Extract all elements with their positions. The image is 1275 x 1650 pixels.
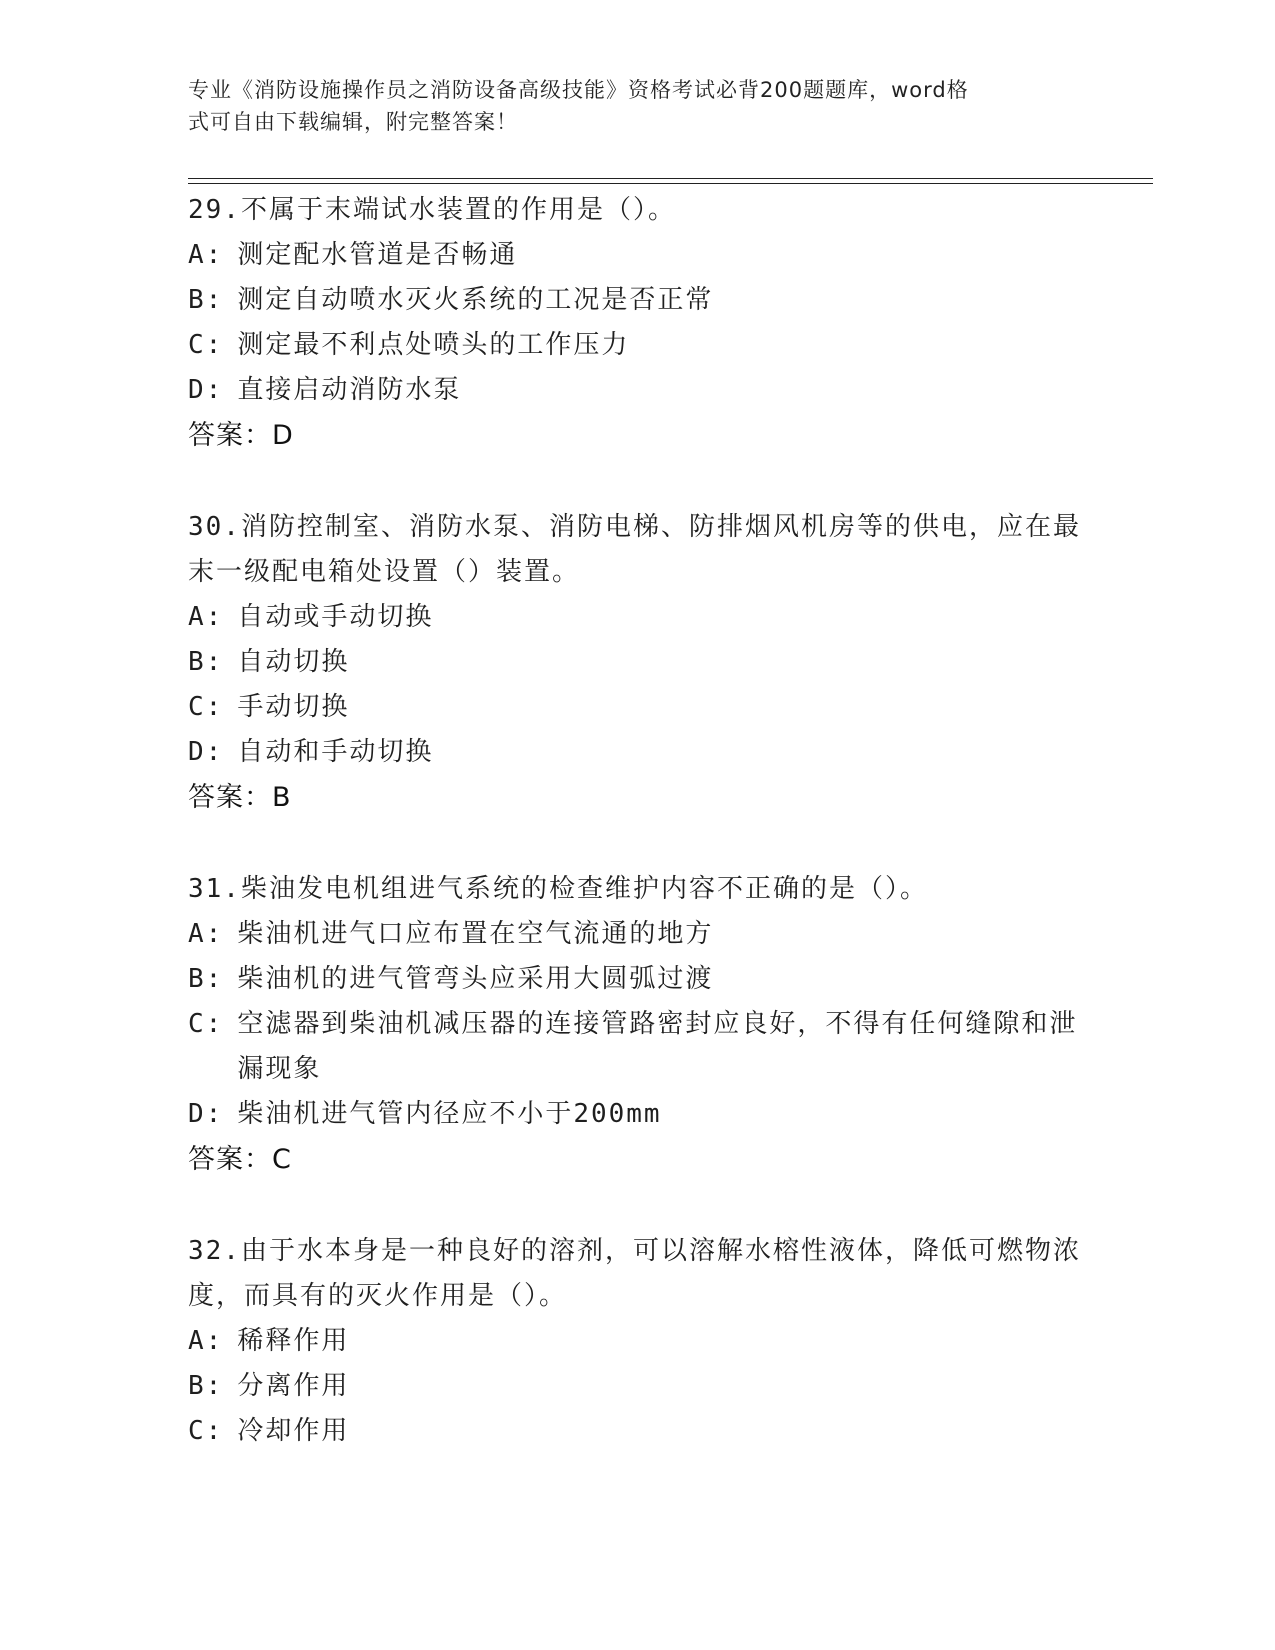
question-31 bbox=[188, 867, 1088, 1183]
option-text: 测定配水管道是否畅通 bbox=[237, 240, 518, 270]
option-a bbox=[188, 595, 1088, 640]
option-a bbox=[188, 233, 1088, 278]
option-text: 自动或手动切换 bbox=[237, 602, 434, 632]
option-text: 柴油机进气口应布置在空气流通的地方 bbox=[237, 919, 714, 949]
option-text: 冷却作用 bbox=[237, 1416, 350, 1446]
option-a bbox=[188, 912, 1088, 957]
option-d bbox=[188, 730, 1088, 775]
option-text: 直接启动消防水泵 bbox=[237, 375, 462, 405]
option-b bbox=[188, 957, 1088, 1002]
option-c bbox=[188, 1409, 1088, 1454]
option-key: A: bbox=[188, 919, 224, 949]
question-stem: 29.不属于末端试水装置的作用是（）。 bbox=[188, 195, 676, 225]
option-d bbox=[188, 368, 1088, 413]
option-b bbox=[188, 1364, 1088, 1409]
option-key: C: bbox=[188, 1009, 224, 1039]
option-text: 柴油机的进气管弯头应采用大圆弧过渡 bbox=[237, 964, 714, 994]
question-30 bbox=[188, 505, 1088, 821]
option-text: 自动切换 bbox=[237, 647, 350, 677]
option-key: A: bbox=[188, 602, 224, 632]
header-line-1: 专业《消防设施操作员之消防设备高级技能》资格考试必背200题题库，word格 bbox=[188, 78, 969, 102]
option-a bbox=[188, 1319, 1088, 1364]
document-header bbox=[188, 74, 1068, 138]
option-key: B: bbox=[188, 1371, 224, 1401]
option-text: 自动和手动切换 bbox=[237, 737, 434, 767]
option-key: A: bbox=[188, 240, 224, 270]
option-c bbox=[188, 323, 1088, 368]
option-text: 柴油机进气管内径应不小于200mm bbox=[237, 1099, 662, 1129]
option-key: D: bbox=[188, 1099, 224, 1129]
option-key: C: bbox=[188, 692, 224, 722]
option-text: 手动切换 bbox=[237, 692, 350, 722]
option-text: 分离作用 bbox=[237, 1371, 350, 1401]
header-divider-bottom bbox=[188, 183, 1153, 184]
header-divider-top bbox=[188, 178, 1153, 179]
question-32 bbox=[188, 1229, 1088, 1454]
answer-line: 答案：D bbox=[188, 420, 294, 451]
question-stem: 31.柴油发电机组进气系统的检查维护内容不正确的是（）。 bbox=[188, 874, 928, 904]
question-29 bbox=[188, 188, 1088, 459]
answer-line: 答案：C bbox=[188, 1144, 292, 1175]
option-key: C: bbox=[188, 330, 224, 360]
option-b bbox=[188, 640, 1088, 685]
option-text: 稀释作用 bbox=[237, 1326, 350, 1356]
option-key: B: bbox=[188, 285, 224, 315]
option-text: 测定自动喷水灭火系统的工况是否正常 bbox=[237, 285, 714, 315]
option-c bbox=[188, 1002, 1088, 1092]
question-stem: 30.消防控制室、消防水泵、消防电梯、防排烟风机房等的供电，应在最末一级配电箱处设置（）装置。 bbox=[188, 512, 1081, 587]
option-c bbox=[188, 685, 1088, 730]
header-line-2: 式可自由下载编辑，附完整答案！ bbox=[188, 110, 518, 134]
option-key: C: bbox=[188, 1416, 224, 1446]
option-key: A: bbox=[188, 1326, 224, 1356]
option-key: B: bbox=[188, 647, 224, 677]
option-b bbox=[188, 278, 1088, 323]
option-text: 测定最不利点处喷头的工作压力 bbox=[237, 330, 630, 360]
question-stem: 32.由于水本身是一种良好的溶剂，可以溶解水榕性液体，降低可燃物浓度，而具有的灭火作用是（）。 bbox=[188, 1236, 1081, 1311]
option-key: D: bbox=[188, 375, 224, 405]
answer-line: 答案：B bbox=[188, 782, 292, 813]
option-d bbox=[188, 1092, 1088, 1137]
option-key: D: bbox=[188, 737, 224, 767]
question-list bbox=[188, 188, 1088, 1454]
option-key: B: bbox=[188, 964, 224, 994]
option-text: 空滤器到柴油机减压器的连接管路密封应良好，不得有任何缝隙和泄漏现象 bbox=[237, 1009, 1078, 1084]
